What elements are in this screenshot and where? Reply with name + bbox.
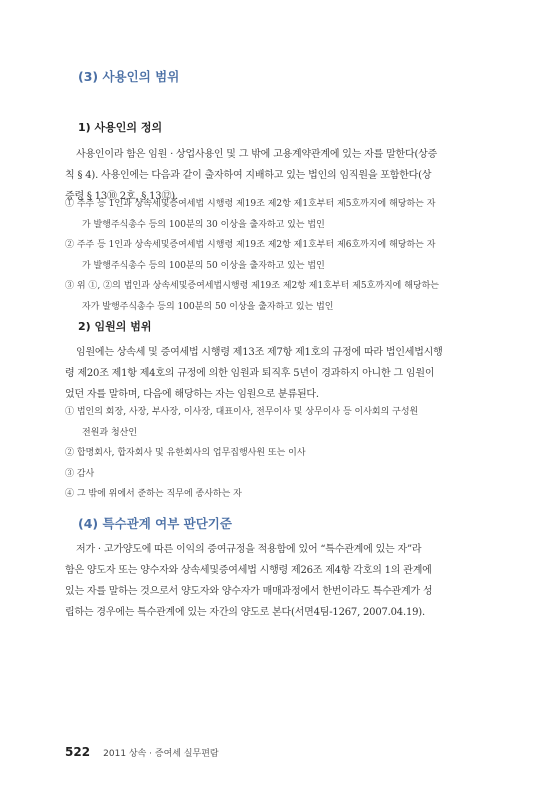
list-item-continuation: 가 발행주식총수 등의 100분의 50 이상을 출자하고 있는 법인: [82, 260, 325, 271]
section-title-employee-scope: (3) 사용인의 범위: [78, 69, 180, 84]
list-item: ② 주주 등 1인과 상속세및증여세법 시행령 제19조 제2항 제1호부터 제6호까지에 해당하는 자: [65, 240, 436, 250]
paragraph-line: 임원에는 상속세 및 증여세법 시행령 제13조 제7항 제1호의 규정에 따라 법인세법시행: [76, 347, 443, 358]
employee-definition-list: [65, 194, 490, 317]
paragraph-line: 었던 자를 말하며, 다음에 해당하는 자는 임원으로 분류된다.: [65, 389, 319, 400]
list-item: ③ 위 ①, ②의 법인과 상속세및증여세법시행령 제19조 제2항 제1호부터 제5호까지에 해당하는: [65, 281, 440, 291]
subsection-title-employee-definition: 1) 사용인의 정의: [78, 121, 163, 134]
list-item: ① 주주 등 1인과 상속세및증여세법 시행령 제19조 제2항 제1호부터 제5호까지에 해당하는 자: [65, 199, 436, 209]
section-title-special-relation-criteria: (4) 특수관계 여부 판단기준: [78, 516, 232, 531]
officer-scope-paragraph: [65, 342, 490, 405]
book-title: 2011 상속 · 증여세 실무편람: [103, 749, 219, 759]
subsection-title-officer-scope: 2) 임원의 범위: [78, 320, 152, 333]
page-number: 522: [65, 745, 91, 759]
paragraph-line: 저가 · 고가양도에 따른 이익의 증여규정을 적용함에 있어 “특수관계에 있는 자”라: [76, 544, 422, 555]
paragraph-line: 령 제20조 제1항 제4호의 규정에 의한 임원과 퇴직후 5년이 경과하지 아니한 그 임원이: [65, 368, 435, 379]
list-item-continuation: 전원과 청산인: [82, 427, 138, 438]
page-footer: [65, 741, 219, 760]
list-item: ④ 그 밖에 위에서 준하는 직무에 종사하는 자: [65, 489, 242, 499]
officer-scope-list: [65, 402, 490, 505]
paragraph-line: 함은 양도자 또는 양수자와 상속세및증여세법 시행령 제26조 제4항 각호의 1의 관계에: [65, 565, 432, 576]
list-item-continuation: 가 발행주식총수 등의 100분의 30 이상을 출자하고 있는 법인: [82, 219, 325, 230]
list-item-continuation: 자가 발행주식총수 등의 100분의 50 이상을 출자하고 있는 법인: [82, 301, 334, 312]
paragraph-line: 증령 § 13⑩ 2호, § 13⑫).: [65, 191, 178, 202]
list-item: ① 법인의 회장, 사장, 부사장, 이사장, 대표이사, 전무이사 및 상무이사 등 이사회의 구성원: [65, 407, 419, 417]
list-item: ③ 감사: [65, 468, 95, 479]
list-item: ② 합명회사, 합자회사 및 유한회사의 업무집행사원 또는 이사: [65, 448, 306, 458]
paragraph-line: 사용인이라 함은 임원 · 상업사용인 및 그 밖에 고용계약관계에 있는 자를 말한다(상증: [76, 149, 438, 160]
special-relation-paragraph: [65, 539, 490, 623]
paragraph-line: 립하는 경우에는 특수관계에 있는 자간의 양도로 본다(서면4팀-1267, 2007.04.19).: [65, 607, 425, 618]
paragraph-line: 있는 자를 말하는 것으로서 양도자와 양수자가 매매과정에서 한번이라도 특수관계가 성: [65, 586, 433, 597]
paragraph-line: 칙 § 4). 사용인에는 다음과 같이 출자하여 지배하고 있는 법인의 임직원을 포함한다(상: [65, 170, 432, 181]
